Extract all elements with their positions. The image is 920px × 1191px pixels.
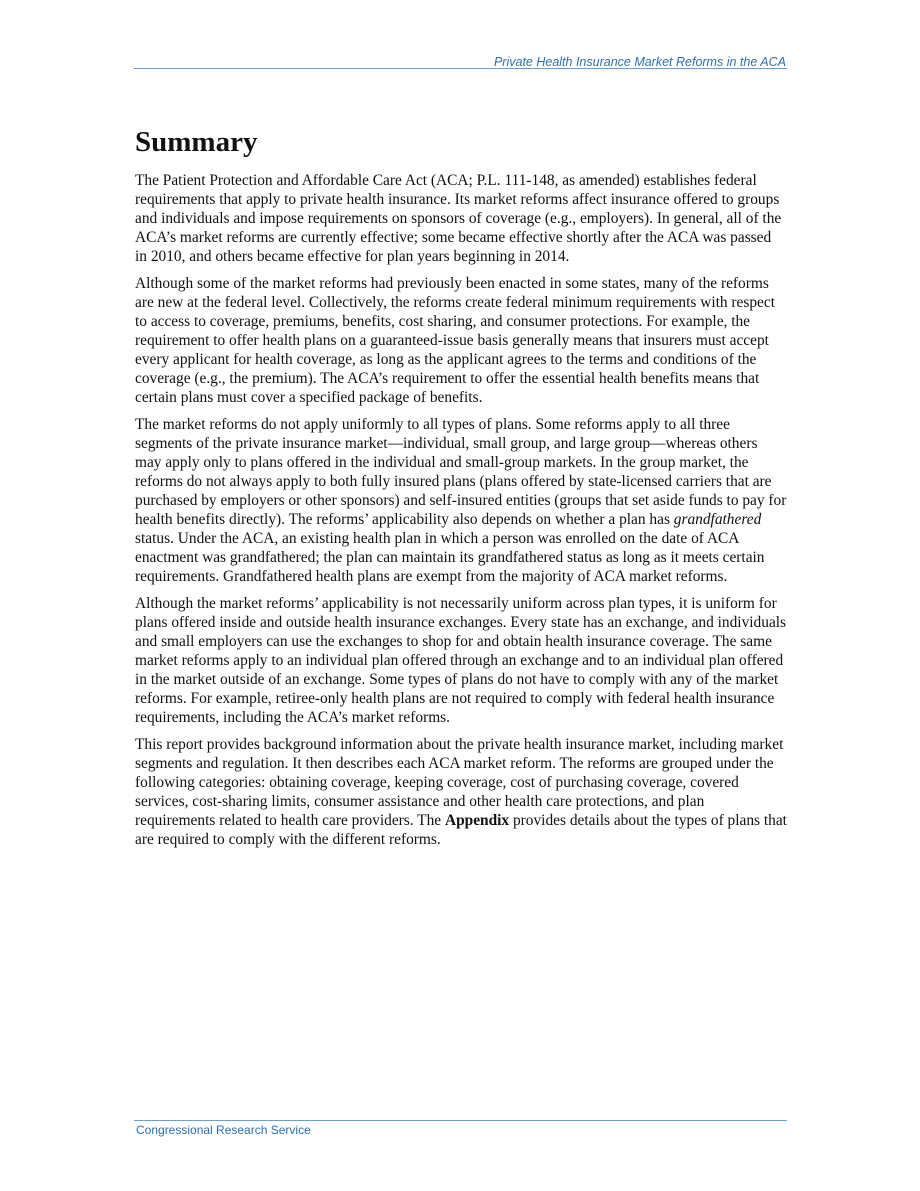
running-header: Private Health Insurance Market Reforms in the ACA xyxy=(493,55,786,69)
paragraph-3 xyxy=(135,415,787,586)
paragraph-3-text-a: The market reforms do not apply uniformly to all types of plans. Some reforms apply to all three segments of the private insurance market—individual, small group, and large group—whereas others may apply only to plans offered in the individual and small-group markets. In the group market, the reforms do not always apply to both fully insured plans (plans offered by state-licensed carriers that are purchased by employers or other sponsors) and self-insured entities (groups that set aside funds to pay for health benefits directly). The reforms’ applicability also depends on whether a plan has xyxy=(135,416,787,528)
paragraph-5-text-a: This report provides background information about the private health insurance market, including market segments and regulation. It then describes each ACA market reform. The reforms are grouped under the following categories: obtaining coverage, keeping coverage, cost of purchasing coverage, covered services, cost-sharing limits, consumer assistance and other health care protections, and plan requirements related to health care providers. The xyxy=(135,736,784,829)
paragraph-5-text-b: provides details about the types of plans that are required to comply with the different reforms. xyxy=(135,812,787,848)
header-divider xyxy=(134,68,787,69)
paragraph-4: Although the market reforms’ applicability is not necessarily uniform across plan types, it is uniform for plans offered inside and outside health insurance exchanges. Every state has an exchange, and individuals and small employers can use the exchanges to shop for and obtain health insurance coverage. The same market reforms apply to an individual plan offered through an exchange and to an individual plan offered in the market outside of an exchange. Some types of plans do not have to comply with any of the market reforms. For example, retiree-only health plans are not required to comply with federal health insurance requirements, including the ACA’s market reforms. xyxy=(135,595,787,726)
footer-divider xyxy=(134,1120,787,1121)
paragraph-5 xyxy=(135,735,787,849)
paragraph-1: The Patient Protection and Affordable Care Act (ACA; P.L. 111-148, as amended) establishes federal requirements that apply to private health insurance. Its market reforms affect insurance offered to groups and individuals and impose requirements on sponsors of coverage (e.g., employers). In general, all of the ACA’s market reforms are currently effective; some became effective shortly after the ACA was passed in 2010, and others became effective for plan years beginning in 2014. xyxy=(135,172,782,265)
appendix-reference: Appendix xyxy=(444,812,510,829)
paragraph-2: Although some of the market reforms had previously been enacted in some states, many of the reforms are new at the federal level. Collectively, the reforms create federal minimum requirements with respect to access to coverage, premiums, benefits, cost sharing, and consumer protections. For example, the requirement to offer health plans on a guaranteed-issue basis generally means that insurers must accept every applicant for health coverage, as long as the applicant agrees to the terms and conditions of the coverage (e.g., the premium). The ACA’s requirement to offer the essential health benefits means that certain plans must cover a specified package of benefits. xyxy=(135,275,775,406)
footer-organization: Congressional Research Service xyxy=(136,1123,311,1137)
section-title: Summary xyxy=(135,126,258,158)
paragraph-3-text-b: status. Under the ACA, an existing health plan in which a person was enrolled on the date of ACA enactment was grandfathered; the plan can maintain its grandfathered status as long as it meets certain requirements. Grandfathered health plans are exempt from the majority of ACA market reforms. xyxy=(135,530,765,585)
grandfathered-term: grandfathered xyxy=(673,511,762,528)
summary-section xyxy=(135,124,787,857)
